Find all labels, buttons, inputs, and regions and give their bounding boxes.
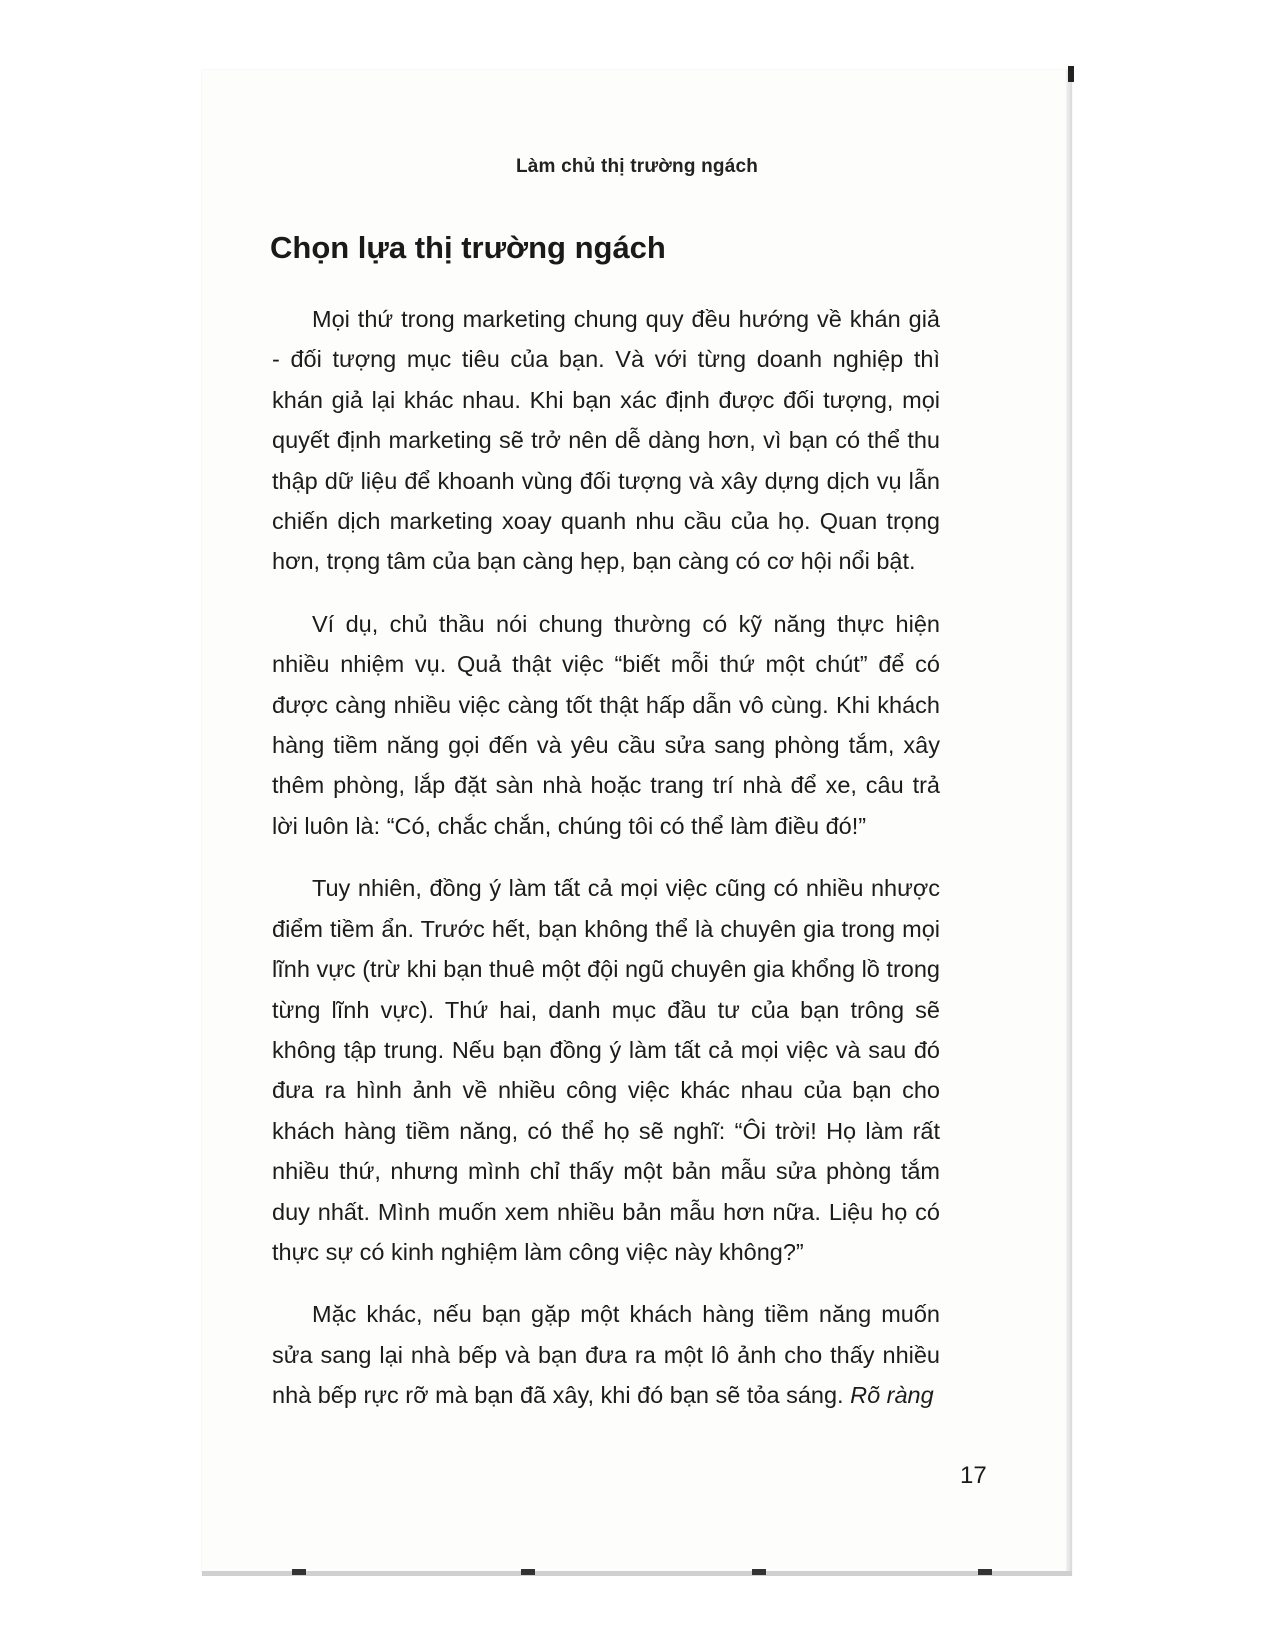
bottom-edge-tick — [521, 1569, 535, 1575]
page-edge-shadow — [1066, 70, 1072, 1575]
paragraph: Tuy nhiên, đồng ý làm tất cả mọi việc cũng có nhiều nhược điểm tiềm ẩn. Trước hết, bạn không thể là chuyên gia trong mọi lĩnh vực (trừ khi bạn thuê một đội ngũ chuyên gia khổng lồ trong từng lĩnh vực). Thứ hai, danh mục đầu tư của bạn trông sẽ không tập trung. Nếu bạn đồng ý làm tất cả mọi việc và sau đó đưa ra hình ảnh về nhiều công việc khác nhau của bạn cho khách hàng tiềm năng, có thể họ sẽ nghĩ: “Ôi trời! Họ làm rất nhiều thứ, nhưng mình chỉ thấy một bản mẫu sửa phòng tắm duy nhất. Mình muốn xem nhiều bản mẫu hơn nữa. Liệu họ có thực sự có kinh nghiệm làm công việc này không?” — [272, 875, 940, 1265]
bottom-edge-tick — [292, 1569, 306, 1575]
section-title: Chọn lựa thị trường ngách — [270, 230, 666, 265]
running-head: Làm chủ thị trường ngách — [515, 156, 759, 177]
body-text — [272, 299, 940, 1416]
page-number: 17 — [960, 1462, 987, 1489]
scan-edge-mark — [1068, 66, 1074, 82]
paragraph-italic-tail: Rõ ràng — [850, 1382, 934, 1409]
bottom-edge-tick — [752, 1569, 766, 1575]
bottom-edge-tick — [978, 1569, 992, 1575]
paragraph: Mọi thứ trong marketing chung quy đều hướng về khán giả - đối tượng mục tiêu của bạn. Và với từng doanh nghiệp thì khán giả lại khác nhau. Khi bạn xác định được đối tượng, mọi quyết định marketing sẽ trở nên dễ dàng hơn, vì bạn có thể thu thập dữ liệu để khoanh vùng đối tượng và xây dựng dịch vụ lẫn chiến dịch marketing xoay quanh nhu cầu của họ. Quan trọng hơn, trọng tâm của bạn càng hẹp, bạn càng có cơ hội nổi bật. — [272, 306, 940, 575]
paragraph-text: Mặc khác, nếu bạn gặp một khách hàng tiềm năng muốn sửa sang lại nhà bếp và bạn đưa ra một lô ảnh cho thấy nhiều nhà bếp rực rỡ mà bạn đã xây, khi đó bạn sẽ tỏa sáng. — [272, 1301, 940, 1409]
paragraph: Ví dụ, chủ thầu nói chung thường có kỹ năng thực hiện nhiều nhiệm vụ. Quả thật việc “biết mỗi thứ một chút” để có được càng nhiều việc càng tốt thật hấp dẫn vô cùng. Khi khách hàng tiềm năng gọi đến và yêu cầu sửa sang phòng tắm, xây thêm phòng, lắp đặt sàn nhà hoặc trang trí nhà để xe, câu trả lời luôn là: “Có, chắc chắn, chúng tôi có thể làm điều đó!” — [272, 610, 940, 839]
page-bottom-edge — [202, 1571, 1072, 1576]
paragraph — [272, 1294, 940, 1415]
